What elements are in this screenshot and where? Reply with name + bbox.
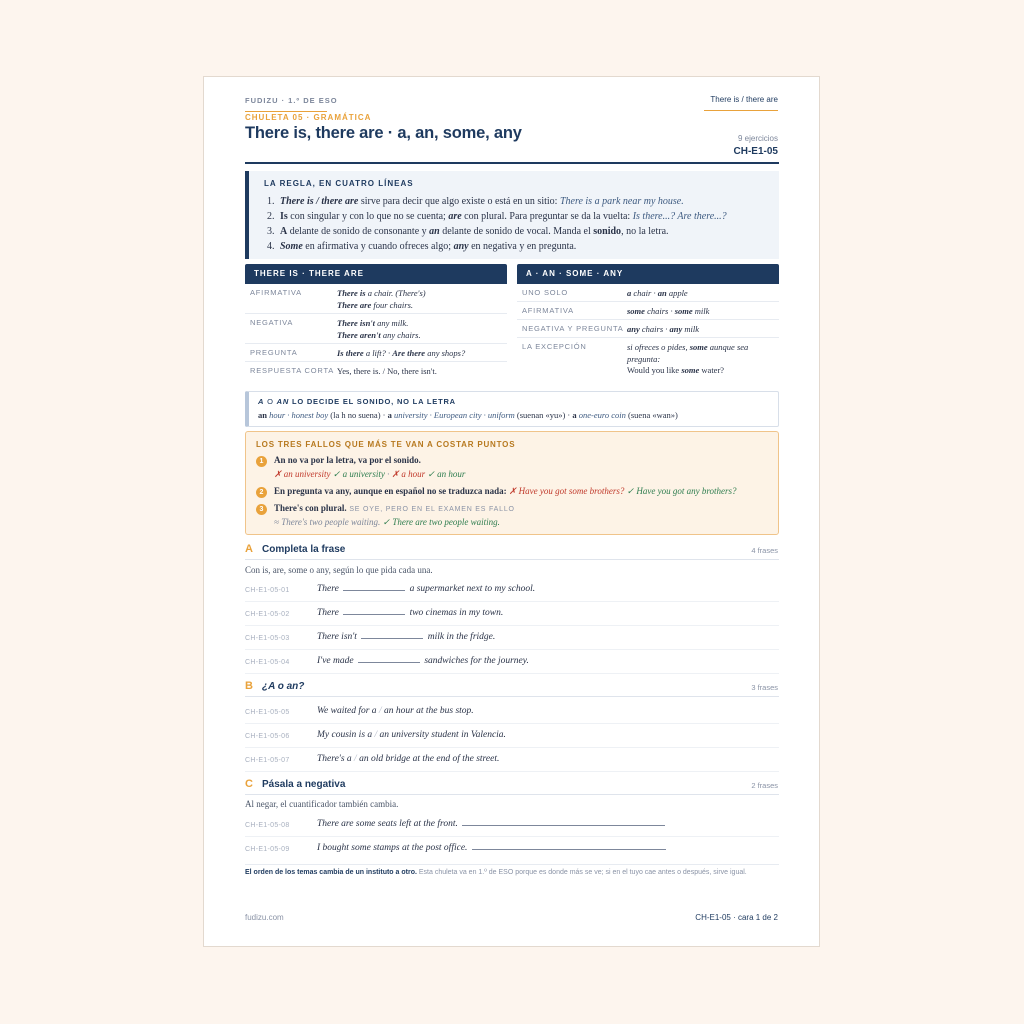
table-row <box>245 284 507 314</box>
row-label: NEGATIVA <box>250 318 294 327</box>
section-divider <box>245 794 779 795</box>
worksheet-page <box>203 76 820 947</box>
exercise-sentence: There's a / an old bridge at the end of the street. <box>317 754 500 764</box>
table-heading: A · AN · SOME · ANY <box>517 264 779 284</box>
row-label: AFIRMATIVA <box>250 288 302 297</box>
footer-note: El orden de los temas cambia de un instituto a otro. Esta chuleta va en 1.º de ESO porque es donde más se ve; si en el tuyo cae antes o después, sirve igual. <box>245 869 747 876</box>
section-intro: Al negar, el cuantificador también cambia. <box>245 799 399 809</box>
row-value: Is there a lift? · Are there any shops? <box>337 348 466 358</box>
answer-blank[interactable] <box>358 662 420 663</box>
rule-list <box>267 194 727 254</box>
section-count: 3 frases <box>751 683 778 692</box>
row-value: any chairs · any milk <box>627 324 700 334</box>
exercise-sentence: We waited for a / an hour at the bus stop. <box>317 706 474 716</box>
exercise-code: CH-E1-05-04 <box>245 659 290 666</box>
section-intro: Con is, are, some o any, según lo que pida cada una. <box>245 565 433 575</box>
exercise-code: CH-E1-05-06 <box>245 733 290 740</box>
section-divider <box>245 559 779 560</box>
answer-blank[interactable] <box>361 638 423 639</box>
rule-box <box>245 171 779 259</box>
row-value: Yes, there is. / No, there isn't. <box>337 366 437 376</box>
exercise-sentence: There two cinemas in my town. <box>317 608 504 618</box>
rule-item: 4. Some en afirmativa y cuando ofreces algo; any en negativa y en pregunta. <box>267 241 577 252</box>
exercise-code: CH-E1-05-08 <box>245 822 290 829</box>
table-row <box>245 314 507 344</box>
section-letter: C <box>245 778 253 790</box>
table-heading: THERE IS · THERE ARE <box>245 264 507 284</box>
footer-divider <box>245 864 779 865</box>
a-an-heading: A O AN LO DECIDE EL SONIDO, NO LA LETRA <box>258 397 456 406</box>
section-title: Pásala a negativa <box>262 779 346 790</box>
kicker-label: CHULETA 05 · GRAMÁTICA <box>245 113 372 122</box>
exercise-divider <box>245 771 779 772</box>
row-value: There isn't any milk. There aren't any chairs. <box>337 318 421 340</box>
common-errors-box <box>245 431 779 535</box>
table-row <box>245 344 507 362</box>
table-row <box>517 320 779 338</box>
topic-link[interactable]: There is / there are <box>710 95 778 104</box>
answer-blank[interactable] <box>343 590 405 591</box>
row-label: NEGATIVA Y PREGUNTA <box>522 324 624 333</box>
exercise-divider <box>245 625 779 626</box>
exercise-sentence: I bought some stamps at the post office. <box>317 843 668 853</box>
section-count: 4 frases <box>751 546 778 555</box>
exercise-divider <box>245 747 779 748</box>
exercise-code: CH-E1-05-02 <box>245 611 290 618</box>
exercise-code: CH-E1-05-01 <box>245 587 290 594</box>
title-divider <box>245 162 779 164</box>
table-row <box>517 302 779 320</box>
table-there-is <box>245 264 507 380</box>
exercise-divider <box>245 723 779 724</box>
answer-line[interactable] <box>462 825 665 826</box>
error-title: An no va por la letra, va por el sonido. <box>274 455 421 465</box>
exercise-sentence: There are some seats left at the front. <box>317 819 667 829</box>
answer-blank[interactable] <box>343 614 405 615</box>
row-label: UNO SOLO <box>522 288 568 297</box>
section-count: 2 frases <box>751 781 778 790</box>
exercise-count: 9 ejercicios <box>737 134 778 143</box>
table-row <box>245 362 507 380</box>
section-letter: A <box>245 543 253 555</box>
error-examples: ✗ an university ✓ a university · ✗ a hour ✓ an hour <box>274 469 466 479</box>
exercise-code: CH-E1-05-03 <box>245 635 290 642</box>
exercise-code: CH-E1-05-05 <box>245 709 290 716</box>
error-number: 3 <box>256 504 267 515</box>
answer-line[interactable] <box>472 849 666 850</box>
table-row <box>517 338 779 380</box>
row-label: LA EXCEPCIÓN <box>522 342 587 351</box>
rule-item: 1. There is / there are sirve para decir que algo existe o está en un sitio: There is a park near my house. <box>267 196 684 207</box>
exercise-sentence: There a supermarket next to my school. <box>317 584 536 594</box>
exercise-code: CH-E1-05-07 <box>245 757 290 764</box>
topic-underline <box>704 110 778 111</box>
row-label: PREGUNTA <box>250 348 298 357</box>
brand-label: FUDIZU · 1.º DE ESO <box>245 96 338 105</box>
rule-item: 2. Is con singular y con lo que no se cuenta; are con plural. Para preguntar se da la vuelta: Is there...? Are there...? <box>267 211 727 222</box>
site-link[interactable]: fudizu.com <box>245 913 284 922</box>
row-label: AFIRMATIVA <box>522 306 574 315</box>
exercise-divider <box>245 673 779 674</box>
table-articles <box>517 264 779 380</box>
error-title: There's con plural. SE OYE, PERO EN EL EXAMEN ES FALLO <box>274 503 515 513</box>
section-title: ¿A o an? <box>262 681 305 692</box>
row-value: a chair · an apple <box>627 288 688 298</box>
row-value: si ofreces o pides, some aunque sea pregunta: Would you like some water? <box>627 342 749 375</box>
exercise-sentence: I've made sandwiches for the journey. <box>317 656 529 666</box>
rule-item: 3. A delante de sonido de consonante y an delante de sonido de vocal. Manda el sonido, no la letra. <box>267 226 669 237</box>
row-value: There is a chair. (There's) There are four chairs. <box>337 288 426 310</box>
exercise-sentence: There isn't milk in the fridge. <box>317 632 496 642</box>
exercise-code: CH-E1-05-09 <box>245 846 290 853</box>
page-title: There is, there are · a, an, some, any <box>245 124 522 142</box>
exercise-divider <box>245 649 779 650</box>
row-value: some chairs · some milk <box>627 306 710 316</box>
sheet-code: CH-E1-05 <box>733 146 778 157</box>
page-indicator: CH-E1-05 · cara 1 de 2 <box>695 913 778 922</box>
a-an-note <box>245 391 779 427</box>
error-number: 2 <box>256 487 267 498</box>
row-label: RESPUESTA CORTA <box>250 366 335 375</box>
exercise-sentence: My cousin is a / an university student in Valencia. <box>317 730 506 740</box>
kicker-rule <box>245 111 327 112</box>
section-divider <box>245 696 779 697</box>
exercise-divider <box>245 601 779 602</box>
section-letter: B <box>245 680 253 692</box>
error-examples: ≈ There's two people waiting. ✓ There are two people waiting. <box>274 517 500 527</box>
a-an-examples: an hour · honest boy (la h no suena) · a university · European city · uniform (suenan «yu») · a one-euro coin (suena «wan») <box>258 410 678 420</box>
table-row <box>517 284 779 302</box>
rule-heading: LA REGLA, EN CUATRO LÍNEAS <box>264 179 414 188</box>
exercise-divider <box>245 836 779 837</box>
error-number: 1 <box>256 456 267 467</box>
errors-heading: LOS TRES FALLOS QUE MÁS TE VAN A COSTAR PUNTOS <box>256 440 516 449</box>
error-title: En pregunta va any, aunque en español no se traduzca nada: ✗ Have you got some brothers? ✓ Have you got any brothers? <box>274 486 737 496</box>
section-title: Completa la frase <box>262 544 346 555</box>
